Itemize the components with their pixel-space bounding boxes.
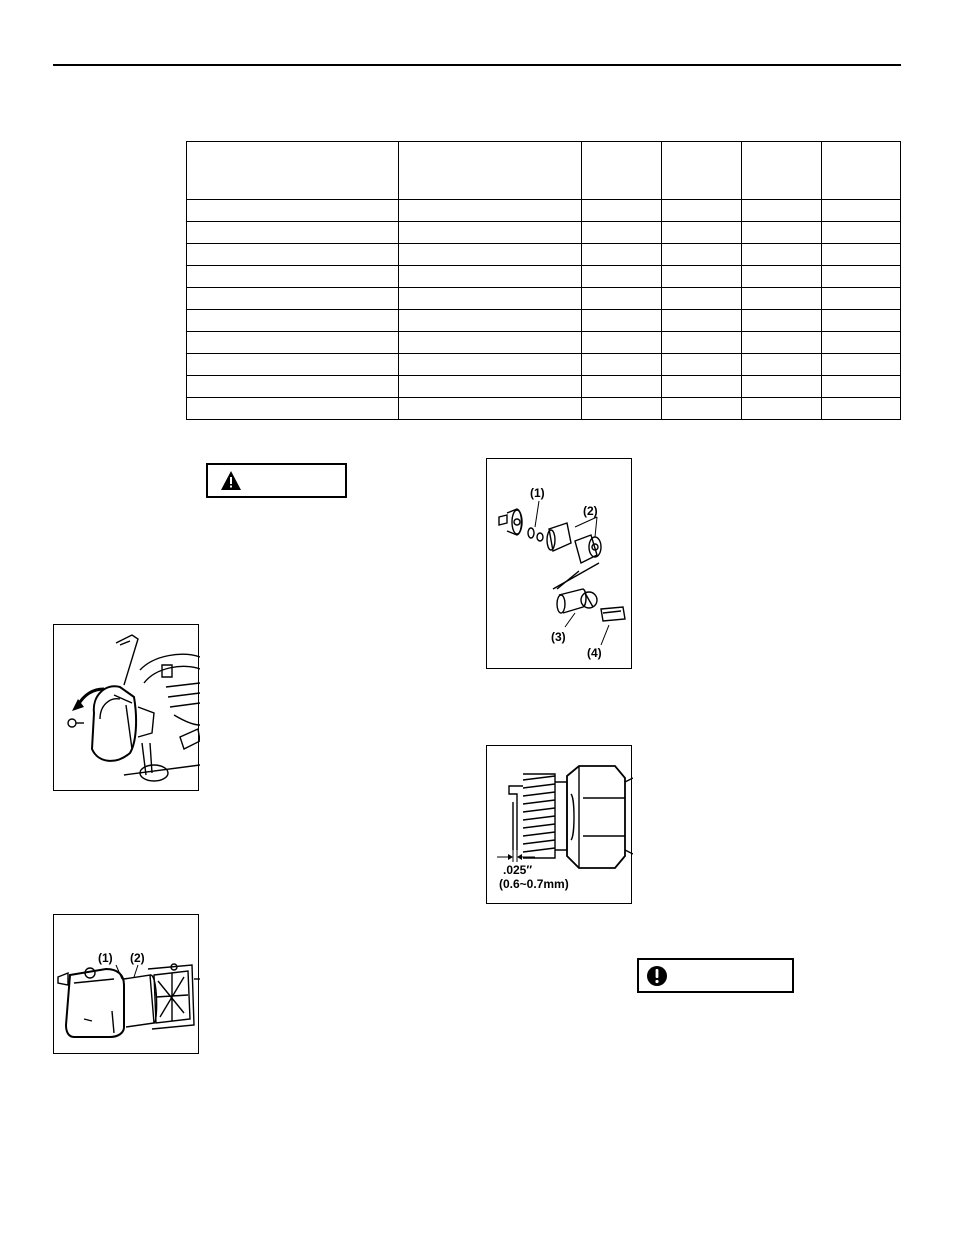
- air-filter-elements-figure: [53, 914, 199, 1054]
- table-cell: [398, 200, 582, 222]
- table-cell: [822, 244, 901, 266]
- air-cleaner-illustration: [54, 625, 200, 792]
- air-filter-illustration: [54, 915, 200, 1055]
- table-cell: [187, 200, 399, 222]
- maintenance-table: [186, 141, 901, 420]
- table-row: [187, 376, 901, 398]
- spark-plug-gap-mm: (0.6~0.7mm): [499, 877, 569, 891]
- table-cell: [662, 332, 742, 354]
- table-cell: [742, 222, 822, 244]
- table-cell: [662, 398, 742, 420]
- table-cell: [582, 222, 662, 244]
- table-row: [187, 398, 901, 420]
- table-cell: [398, 354, 582, 376]
- air-cleaner-cover-figure: [53, 624, 199, 791]
- table-cell: [742, 288, 822, 310]
- table-cell: [187, 376, 399, 398]
- table-cell: [582, 310, 662, 332]
- table-cell: [582, 244, 662, 266]
- table-cell: [742, 354, 822, 376]
- table-header-row: [187, 142, 901, 200]
- table-header-cell: [822, 142, 901, 200]
- table-cell: [822, 332, 901, 354]
- carburetor-parts-illustration: [487, 459, 633, 670]
- table-cell: [398, 222, 582, 244]
- spark-plug-gap-inches: .025″: [503, 863, 533, 877]
- table-row: [187, 222, 901, 244]
- table-cell: [822, 354, 901, 376]
- exclamation-circle-icon: [642, 961, 672, 991]
- table-cell: [582, 398, 662, 420]
- table-cell: [398, 244, 582, 266]
- table-cell: [582, 288, 662, 310]
- notice-label: [637, 958, 794, 993]
- table-row: [187, 288, 901, 310]
- table-header-cell: [742, 142, 822, 200]
- table-cell: [822, 398, 901, 420]
- table-cell: [662, 200, 742, 222]
- table-cell: [822, 200, 901, 222]
- table-cell: [822, 288, 901, 310]
- header-rule: [53, 64, 901, 66]
- table-cell: [742, 332, 822, 354]
- table-cell: [662, 222, 742, 244]
- table-cell: [398, 398, 582, 420]
- table-cell: [822, 266, 901, 288]
- table-header-cell: [582, 142, 662, 200]
- table-cell: [398, 310, 582, 332]
- table-cell: [742, 398, 822, 420]
- table-row: [187, 200, 901, 222]
- table-cell: [582, 376, 662, 398]
- table-cell: [742, 266, 822, 288]
- table-cell: [662, 310, 742, 332]
- spark-plug-illustration: [487, 746, 633, 905]
- table-cell: [187, 266, 399, 288]
- table-cell: [742, 310, 822, 332]
- table-cell: [582, 200, 662, 222]
- table-cell: [742, 244, 822, 266]
- table-cell: [662, 266, 742, 288]
- table-header-cell: [187, 142, 399, 200]
- table-cell: [187, 354, 399, 376]
- table-cell: [662, 376, 742, 398]
- table-cell: [187, 222, 399, 244]
- table-cell: [398, 376, 582, 398]
- table-row: [187, 354, 901, 376]
- table-cell: [187, 244, 399, 266]
- carburetor-parts-figure: [486, 458, 632, 669]
- table-row: [187, 244, 901, 266]
- table-cell: [822, 376, 901, 398]
- table-header-cell: [398, 142, 582, 200]
- table-cell: [822, 222, 901, 244]
- warning-triangle-icon: [216, 466, 246, 496]
- table-cell: [582, 354, 662, 376]
- table-cell: [187, 332, 399, 354]
- carb-callout-3: (3): [551, 630, 566, 644]
- table-cell: [582, 266, 662, 288]
- table-cell: [398, 332, 582, 354]
- table-cell: [187, 398, 399, 420]
- carb-callout-4: (4): [587, 646, 602, 660]
- warning-label: [206, 463, 347, 498]
- table-row: [187, 310, 901, 332]
- table-cell: [822, 310, 901, 332]
- table-cell: [187, 288, 399, 310]
- carb-callout-2: (2): [583, 504, 598, 518]
- table-cell: [662, 244, 742, 266]
- table-cell: [742, 376, 822, 398]
- carb-callout-1: (1): [530, 486, 545, 500]
- table-cell: [742, 200, 822, 222]
- table-row: [187, 266, 901, 288]
- table-cell: [398, 288, 582, 310]
- filter-callout-2: (2): [130, 951, 145, 965]
- table-cell: [398, 266, 582, 288]
- table-cell: [662, 288, 742, 310]
- table-cell: [187, 310, 399, 332]
- table-cell: [582, 332, 662, 354]
- table-cell: [662, 354, 742, 376]
- table-row: [187, 332, 901, 354]
- spark-plug-gap-figure: [486, 745, 632, 904]
- table-header-cell: [662, 142, 742, 200]
- filter-callout-1: (1): [98, 951, 113, 965]
